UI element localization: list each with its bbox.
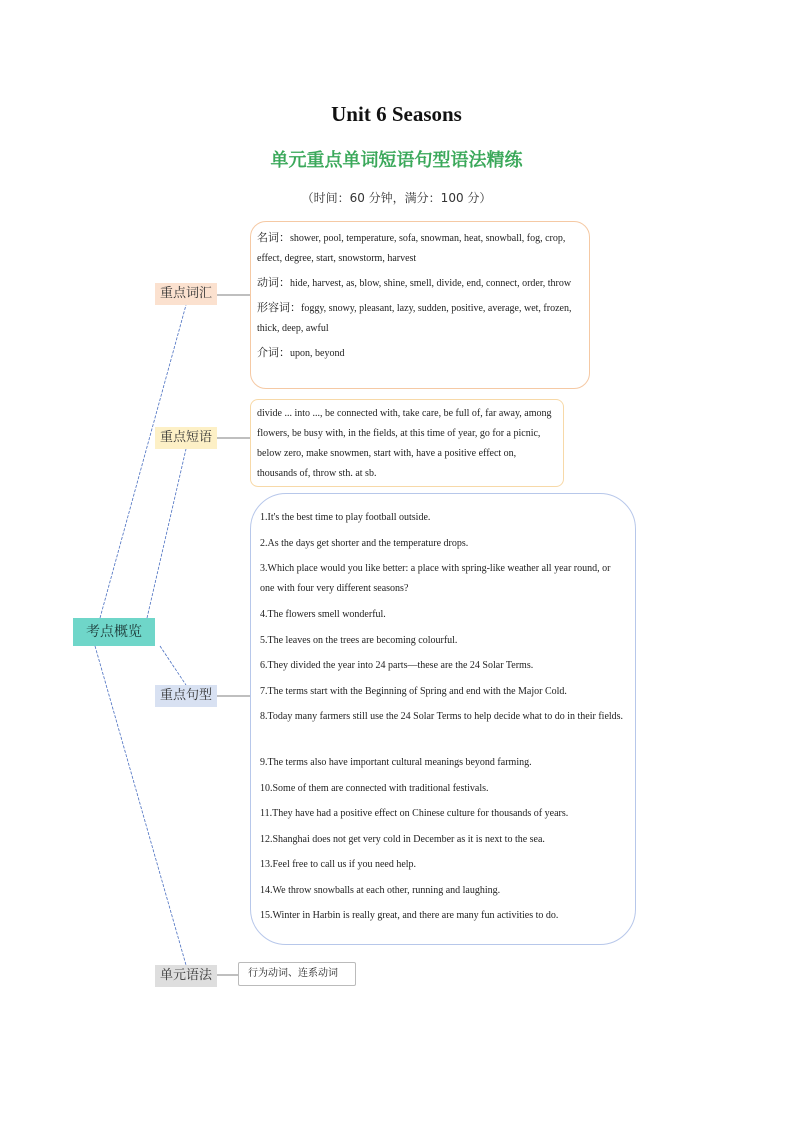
document-subtitle: 单元重点单词短语句型语法精练 xyxy=(270,150,523,171)
mindmap-root: 考点概览 xyxy=(73,618,155,646)
branch-sentences: 重点句型 xyxy=(155,685,217,707)
pos-label: 名词： xyxy=(257,231,290,244)
vocab-row xyxy=(257,273,583,294)
sentence-item: 15.Winter in Harbin is really great, and there are many fun activities to do. xyxy=(260,910,559,921)
sentence-item: 8.Today many farmers still use the 24 Solar Terms to help decide what to do in their fields. xyxy=(260,711,624,722)
pos-label: 形容词： xyxy=(257,301,301,314)
pos-label: 动词： xyxy=(257,276,290,289)
sentences-box xyxy=(250,493,636,945)
sentence-item: 5.The leaves on the trees are becoming colourful. xyxy=(260,634,458,646)
sentence-item: 11.They have had a positive effect on Chinese culture for thousands of years. xyxy=(260,808,569,819)
word-list: shower, pool, temperature, sofa, snowman, heat, snowball, fog, crop, effect, degree, start, snowstorm, harvest xyxy=(257,233,566,264)
vocab-row xyxy=(257,228,583,269)
phrases-box xyxy=(250,399,564,487)
word-list: upon, beyond xyxy=(290,348,345,359)
vocabulary-box xyxy=(250,221,590,389)
sentence-item: 6.They divided the year into 24 parts—these are the 24 Solar Terms. xyxy=(260,660,534,671)
phrase-list: divide ... into ..., be connected with, take care, be full of, far away, among flowers, be busy with, in the fields, at this time of year, go for a picnic, below zero, make snowmen, start with, have a positive effect on, thousands of, throw sth. at sb. xyxy=(257,408,552,479)
vocab-row xyxy=(257,343,583,364)
sentence-item: 1.It's the best time to play football outside. xyxy=(260,512,431,523)
branch-grammar: 单元语法 xyxy=(155,965,217,987)
sentence-item: 2.As the days get shorter and the temperature drops. xyxy=(260,537,469,549)
sentence-item: 14.We throw snowballs at each other, running and laughing. xyxy=(260,884,501,896)
sentence-item: 13.Feel free to call us if you need help. xyxy=(260,859,417,870)
time-info: （时间：60 分钟，满分：100 分） xyxy=(301,191,492,205)
sentence-item: 3.Which place would you like better: a place with spring-like weather all year round, or one with four very different seasons? xyxy=(260,563,611,594)
word-list: hide, harvest, as, blow, shine, smell, divide, end, connect, order, throw xyxy=(290,278,572,289)
document-title: Unit 6 Seasons xyxy=(331,102,462,126)
sentence-item: 12.Shanghai does not get very cold in December as it is next to the sea. xyxy=(260,833,545,845)
branch-phrases: 重点短语 xyxy=(155,427,217,449)
pos-label: 介词： xyxy=(257,346,290,359)
vocab-row xyxy=(257,298,583,339)
sentence-item: 7.The terms start with the Beginning of Spring and end with the Major Cold. xyxy=(260,685,567,697)
sentence-item: 10.Some of them are connected with traditional festivals. xyxy=(260,782,489,794)
branch-vocabulary: 重点词汇 xyxy=(155,283,217,305)
grammar-box: 行为动词、连系动词 xyxy=(238,962,356,986)
word-list: foggy, snowy, pleasant, lazy, sudden, positive, average, wet, frozen, thick, deep, awful xyxy=(257,303,572,334)
sentence-item: 9.The terms also have important cultural meanings beyond farming. xyxy=(260,757,532,768)
sentence-item: 4.The flowers smell wonderful. xyxy=(260,609,386,620)
